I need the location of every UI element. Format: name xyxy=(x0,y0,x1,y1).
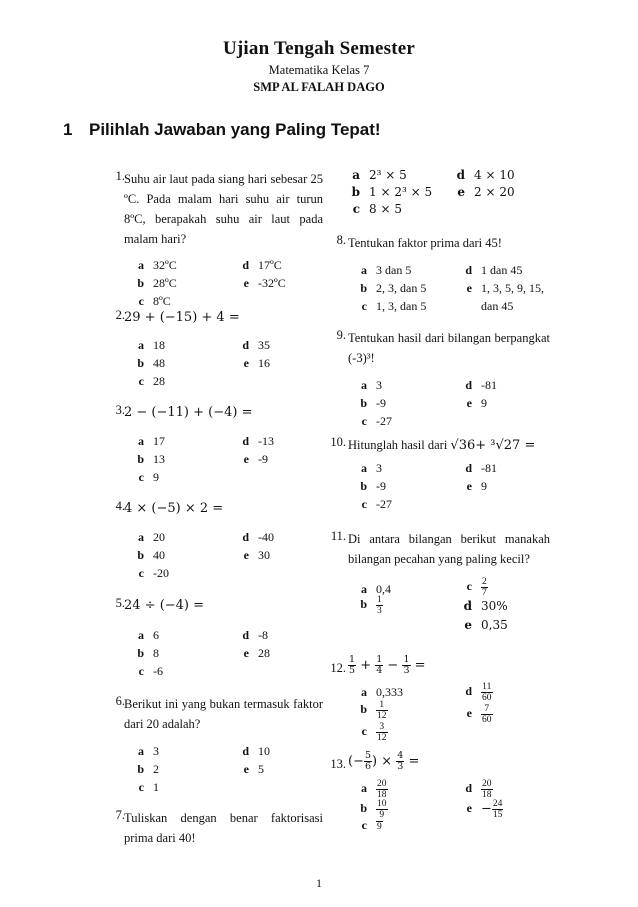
radical-expression: √36+ ³√27 = xyxy=(450,438,536,453)
option-b[interactable]: b 2 xyxy=(137,762,159,776)
question-9 xyxy=(328,328,550,435)
option-c[interactable]: c 28 xyxy=(138,374,165,388)
fraction: $\frac{4}{3}$ xyxy=(397,750,404,772)
option-a[interactable]: a 0,333 xyxy=(361,685,403,699)
option-e[interactable]: e 9 xyxy=(466,396,487,410)
option-e[interactable]: e 9 xyxy=(466,479,487,493)
question-text: Tentukan hasil dari bilangan berpangkat (-3)³! xyxy=(348,331,550,365)
option-b[interactable]: b $\frac{10}{9}$ xyxy=(360,799,387,820)
option-d[interactable]: d 4 × 10 xyxy=(456,168,515,182)
fraction: $\frac{20}{18}$ xyxy=(377,779,387,800)
section-heading xyxy=(63,120,381,140)
fraction: $\frac{24}{15}$ xyxy=(492,799,503,820)
question-text: Berikut ini yang bukan termasuk faktor dari 20 adalah? xyxy=(124,697,323,731)
question-text: 29 + (−15) + 4 = xyxy=(124,310,240,325)
option-e[interactable]: e -9 xyxy=(243,452,268,466)
option-b[interactable]: b $\frac{1}{3}$ xyxy=(360,595,382,616)
option-e[interactable]: e 1, 3, 5, 9, 15, xyxy=(466,281,544,295)
option-c[interactable]: c $\frac{2}{7}$ xyxy=(466,577,487,598)
option-e[interactable]: e $\frac{7}{60}$ xyxy=(466,704,492,725)
option-e[interactable]: e 16 xyxy=(243,356,270,370)
fraction: $\frac{1}{3}$ xyxy=(377,595,382,616)
question-text: 4 × (−5) × 2 = xyxy=(124,501,224,516)
option-d[interactable]: d -13 xyxy=(242,434,274,448)
question-number: 7. xyxy=(115,808,125,822)
option-a[interactable]: a 3 xyxy=(138,744,159,758)
question-11 xyxy=(328,529,550,655)
question-4 xyxy=(105,499,323,596)
option-b[interactable]: b 1 × 2³ × 5 xyxy=(351,185,433,199)
fraction: $\frac{1}{4}$ xyxy=(376,654,383,676)
question-text: 2 − (−11) + (−4) = xyxy=(124,405,253,420)
option-c[interactable]: c 9 xyxy=(138,470,159,484)
question-8 xyxy=(328,233,550,328)
option-c[interactable]: c -27 xyxy=(361,414,392,428)
question-12 xyxy=(328,655,550,751)
question-text: (− $\frac{5}{6}$ ) × $\frac{4}{3}$ = xyxy=(348,750,420,772)
question-number: 11. xyxy=(330,529,346,543)
option-a[interactable]: a 0,4 xyxy=(361,582,391,596)
fraction: $\frac{2}{7}$ xyxy=(482,577,487,598)
option-a[interactable]: a 3 xyxy=(361,461,382,475)
option-a[interactable]: a 32ºC xyxy=(138,258,177,272)
options xyxy=(130,257,323,313)
option-b[interactable]: b 2, 3, dan 5 xyxy=(360,281,427,295)
question-number: 6. xyxy=(115,694,125,708)
option-a[interactable]: a 20 xyxy=(138,530,165,544)
option-c[interactable]: c -6 xyxy=(138,664,163,678)
question-number: 2. xyxy=(115,308,125,322)
option-d[interactable]: d -81 xyxy=(465,461,497,475)
question-10 xyxy=(328,435,550,529)
option-e[interactable]: e 0,35 xyxy=(464,618,508,632)
question-number: 8. xyxy=(336,233,346,247)
question-5 xyxy=(105,596,323,694)
options xyxy=(353,777,550,841)
options xyxy=(353,682,550,746)
option-b[interactable]: b 28ºC xyxy=(137,276,177,290)
option-d[interactable]: d -8 xyxy=(242,628,268,642)
option-a[interactable]: a 3 xyxy=(361,378,382,392)
options xyxy=(130,627,323,683)
fraction: $\frac{10}{9}$ xyxy=(377,799,387,820)
question-number: 4. xyxy=(115,499,125,513)
option-d[interactable]: d 35 xyxy=(242,338,270,352)
question-2 xyxy=(105,308,323,403)
option-d[interactable]: d $\frac{11}{60}$ xyxy=(465,682,492,703)
option-d[interactable]: d 30% xyxy=(463,599,508,613)
option-b[interactable]: b -9 xyxy=(360,396,386,410)
question-text: 24 ÷ (−4) = xyxy=(124,598,205,613)
question-number: 9. xyxy=(336,328,346,342)
question-text xyxy=(348,435,550,456)
fraction: $\frac{11}{60}$ xyxy=(482,682,492,703)
question-number: 10. xyxy=(330,435,346,449)
option-a[interactable]: a 17 xyxy=(138,434,165,448)
fraction: $\frac{1}{3}$ xyxy=(403,654,410,676)
option-d[interactable]: d 10 xyxy=(242,744,270,758)
options xyxy=(353,262,550,318)
option-d[interactable]: d 1 dan 45 xyxy=(465,263,523,277)
option-c[interactable]: c 9 xyxy=(361,818,382,832)
question-text: Suhu air laut pada siang hari sebesar 25 ºC. Pada malam hari suhu air turun 8ºC, berapakah suhu air laut pada malam hari? xyxy=(124,172,323,246)
option-b[interactable]: b 13 xyxy=(137,452,165,466)
option-a[interactable]: a $\frac{20}{18}$ xyxy=(361,779,387,800)
question-text: $\frac{1}{5}$ + $\frac{1}{4}$ − $\frac{1}{3}$ = xyxy=(349,654,426,676)
option-d[interactable]: d -40 xyxy=(242,530,274,544)
question-number: 3. xyxy=(115,403,125,417)
question-number: 13. xyxy=(330,757,346,771)
option-e-continued: dan 45 xyxy=(481,299,514,313)
option-d[interactable]: d 17ºC xyxy=(242,258,282,272)
page-number: 1 xyxy=(316,876,322,890)
question-text: Tentukan faktor prima dari 45! xyxy=(348,236,502,250)
option-c[interactable]: c 8ºC xyxy=(138,294,171,308)
fraction: $\frac{5}{6}$ xyxy=(364,750,372,772)
option-d[interactable]: d $\frac{20}{18}$ xyxy=(465,779,492,800)
option-e[interactable]: e 5 xyxy=(243,762,264,776)
question-text: Di antara bilangan berikut manakah bilangan pecahan yang paling kecil? xyxy=(348,532,550,566)
option-a[interactable]: a 6 xyxy=(138,628,159,642)
fraction: $\frac{1}{5}$ xyxy=(349,654,356,676)
question-number: 1. xyxy=(115,169,125,183)
question-13 xyxy=(328,751,550,847)
option-e[interactable]: e − $\frac{24}{15}$ xyxy=(466,799,503,820)
question-6 xyxy=(105,694,323,808)
fraction: 9 xyxy=(377,821,382,832)
options xyxy=(130,337,323,393)
option-c[interactable]: c -20 xyxy=(138,566,169,580)
option-b[interactable]: b 40 xyxy=(137,548,165,562)
options xyxy=(130,433,323,489)
option-c[interactable]: c 8 × 5 xyxy=(352,202,402,216)
option-a[interactable]: a 18 xyxy=(138,338,165,352)
option-e[interactable]: e 2 × 20 xyxy=(457,185,515,199)
options xyxy=(353,460,550,516)
exam-subject: Matematika Kelas 7 xyxy=(268,63,370,77)
option-d[interactable]: d -81 xyxy=(465,378,497,392)
options xyxy=(130,743,323,799)
school-name: SMP AL FALAH DAGO xyxy=(253,80,385,94)
option-e[interactable]: e 30 xyxy=(243,548,270,562)
options xyxy=(353,577,550,639)
question-3 xyxy=(105,403,323,499)
question-7-options xyxy=(346,167,550,233)
fraction: $\frac{1}{12}$ xyxy=(377,700,387,721)
exam-title: Ujian Tengah Semester xyxy=(222,38,416,59)
question-text: Tuliskan dengan benar faktorisasi prima dari 40! xyxy=(124,811,323,845)
question-number: 5. xyxy=(115,596,125,610)
fraction: $\frac{7}{60}$ xyxy=(482,704,492,725)
option-b[interactable]: b -9 xyxy=(360,479,386,493)
section-number: 1 xyxy=(63,120,73,139)
option-e[interactable]: e 28 xyxy=(243,646,270,660)
option-a[interactable]: a 3 dan 5 xyxy=(361,263,412,277)
question-7 xyxy=(105,808,323,852)
option-c[interactable]: c $\frac{3}{12}$ xyxy=(361,722,387,743)
option-b[interactable]: b $\frac{1}{12}$ xyxy=(360,700,387,721)
option-c[interactable]: c -27 xyxy=(361,497,392,511)
option-b[interactable]: b 8 xyxy=(137,646,159,660)
option-a[interactable]: a 2³ × 5 xyxy=(352,168,407,182)
fraction: $\frac{3}{12}$ xyxy=(377,722,387,743)
left-column xyxy=(105,169,323,852)
question-number: 12. xyxy=(330,661,346,675)
right-column xyxy=(328,167,550,847)
option-c[interactable]: c 1, 3, dan 5 xyxy=(361,299,427,313)
option-b[interactable]: b 48 xyxy=(137,356,165,370)
options xyxy=(130,529,323,585)
section-title: Pilihlah Jawaban yang Paling Tepat! xyxy=(89,120,381,139)
question-1 xyxy=(105,169,323,308)
option-c[interactable]: c 1 xyxy=(138,780,159,794)
option-e[interactable]: e -32ºC xyxy=(243,276,286,290)
question-text-prefix: Hitunglah hasil dari xyxy=(348,438,448,452)
fraction: $\frac{20}{18}$ xyxy=(482,779,492,800)
options xyxy=(353,377,550,433)
